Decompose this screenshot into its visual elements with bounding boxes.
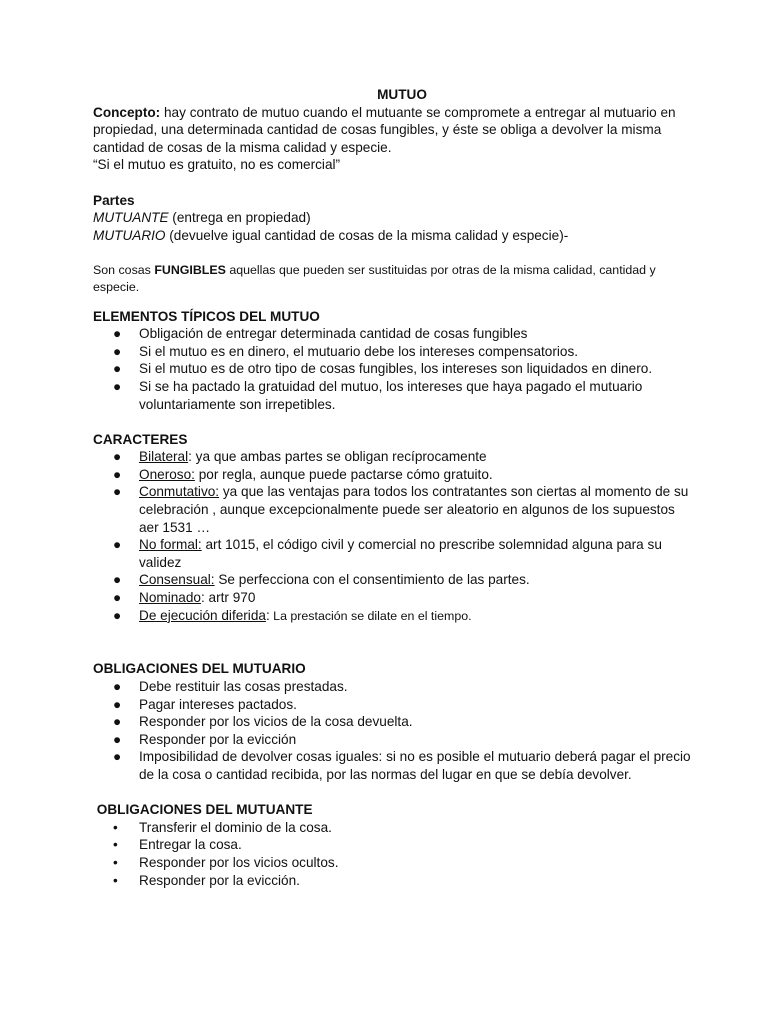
list-item [93, 483, 693, 536]
list-item-text: Responder por los vicios de la cosa devuelta. [139, 714, 413, 730]
caracter-text: art 1015, el código civil y comercial no prescribe solemnidad alguna para su validez [139, 537, 662, 570]
caracter-text: ya que ambas partes se obligan recíprocamente [191, 449, 487, 465]
document-page [93, 86, 693, 889]
bullet-icon: ● [113, 607, 122, 623]
oblig-mutuante-heading: OBLIGACIONES DEL MUTUANTE [93, 802, 313, 818]
partes-desc: (devuelve igual cantidad de cosas de la misma calidad y especie)- [165, 227, 569, 243]
list-item-text: Imposibilidad de devolver cosas iguales: si no es posible el mutuario deberá pagar el precio de la cosa o cantidad recibida, por las normas del lugar en que se debía devolver. [139, 749, 691, 782]
list-item [93, 360, 693, 378]
list-item-text: Responder por los vicios ocultos. [139, 854, 339, 870]
bullet-icon: ● [113, 466, 122, 482]
list-item-text: Entregar la cosa. [139, 837, 242, 853]
list-item [93, 571, 693, 589]
list-item [93, 343, 693, 361]
list-item-text: Si se ha pactado la gratuidad del mutuo, los intereses que haya pagado el mutuario voluntariamente son irrepetibles. [139, 378, 643, 412]
caracter-term: Nominado [139, 590, 201, 606]
bullet-icon: ● [113, 696, 122, 712]
caracter-text: Se perfecciona con el consentimiento de las partes. [214, 572, 530, 588]
list-item [93, 696, 693, 714]
caracter-text: artr 970 [204, 590, 256, 606]
caracter-sep: : [188, 449, 192, 465]
bullet-icon: • [113, 837, 118, 853]
caracter-sep: : [200, 590, 205, 606]
concept-text: hay contrato de mutuo cuando el mutuante se compromete a entregar al mutuario en propiedad, una determinada cantidad de cosas fungibles, y éste se obliga a devolver la misma cantidad de cosas de la misma calidad y especie. [93, 104, 676, 155]
caracter-term: Conmutativo: [139, 484, 220, 500]
bullet-icon: ● [113, 749, 122, 765]
bullet-icon: ● [113, 590, 122, 606]
bullet-icon: ● [113, 537, 122, 553]
partes-term: MUTUARIO [93, 227, 166, 243]
bullet-icon: • [113, 854, 118, 870]
list-item [93, 713, 693, 731]
list-item [93, 748, 693, 783]
list-item [93, 854, 693, 872]
list-item [93, 466, 693, 484]
note-bold-term: FUNGIBLES [154, 262, 226, 277]
caracter-term: Oneroso: [139, 466, 195, 482]
note-prefix: Son cosas [93, 262, 155, 277]
list-item [93, 536, 693, 571]
list-item [93, 836, 693, 854]
list-item-text: Responder por la evicción [139, 731, 297, 747]
list-item-text: Debe restituir las cosas prestadas. [139, 679, 348, 694]
oblig-mutuario-heading: OBLIGACIONES DEL MUTUARIO [93, 661, 306, 677]
elementos-heading: ELEMENTOS TÍPICOS DEL MUTUO [93, 308, 320, 324]
fungibles-note [93, 262, 693, 296]
partes-item-mutuario [93, 227, 693, 245]
partes-term: MUTUANTE [93, 210, 169, 226]
concept-label: Concepto: [93, 104, 161, 120]
bullet-icon: ● [113, 378, 122, 394]
caracteres-list [93, 448, 693, 625]
document-title: MUTUO [377, 87, 427, 102]
bullet-icon: ● [113, 572, 122, 588]
caracteres-heading: CARACTERES [93, 431, 188, 447]
list-item-text: Obligación de entregar determinada cantidad de cosas fungibles [139, 326, 528, 342]
bullet-icon: ● [113, 326, 122, 342]
caracter-sep: : [265, 607, 270, 623]
bullet-icon: ● [113, 361, 122, 377]
partes-desc: (entrega en propiedad) [168, 210, 311, 226]
concept-paragraph [93, 104, 693, 157]
list-item-text: Si el mutuo es en dinero, el mutuario debe los intereses compensatorios. [139, 343, 579, 359]
caracter-text: ya que las ventajas para todos los contratantes son ciertas al momento de su celebración , aunque excepcionalmente puede ser aleatorio en algunos de los supuestos aer 1531 … [139, 484, 689, 535]
note-suffix: aquellas que pueden ser sustituidas por otras de la misma calidad, cantidad y especie. [93, 262, 656, 294]
caracter-term: Bilateral [139, 449, 189, 465]
oblig-mutuante-list [93, 819, 693, 889]
list-item [93, 448, 693, 466]
list-item-text: Si el mutuo es de otro tipo de cosas fungibles, los intereses son liquidados en dinero. [139, 361, 653, 377]
bullet-icon: ● [113, 449, 122, 465]
list-item-text: Transferir el dominio de la cosa. [139, 819, 332, 835]
bullet-icon: • [113, 819, 118, 835]
list-item-text: Responder por la evicción. [139, 872, 300, 888]
partes-item-mutuante [93, 209, 693, 227]
bullet-icon: ● [113, 714, 122, 730]
bullet-icon: ● [113, 484, 122, 500]
concept-quote: “Si el mutuo es gratuito, no es comercial” [93, 157, 341, 173]
list-item [93, 872, 693, 890]
list-item [93, 731, 693, 749]
caracter-text: por regla, aunque puede pactarse cómo gratuito. [194, 466, 493, 482]
bullet-icon: ● [113, 343, 122, 359]
partes-heading: Partes [93, 192, 135, 208]
elementos-list [93, 325, 693, 413]
caracter-text: La prestación se dilate en el tiempo. [269, 608, 472, 623]
caracter-term: De ejecución diferida [139, 607, 266, 623]
caracter-term: No formal: [139, 537, 202, 553]
list-item [93, 378, 693, 413]
oblig-mutuario-list [93, 678, 693, 784]
bullet-icon: • [113, 872, 118, 888]
list-item [93, 607, 693, 626]
list-item [93, 589, 693, 607]
caracter-term: Consensual: [139, 572, 215, 588]
list-item-text: Pagar intereses pactados. [139, 696, 297, 712]
list-item [93, 678, 693, 696]
list-item [93, 325, 693, 343]
bullet-icon: ● [113, 679, 122, 694]
list-item [93, 819, 693, 837]
bullet-icon: ● [113, 731, 122, 747]
